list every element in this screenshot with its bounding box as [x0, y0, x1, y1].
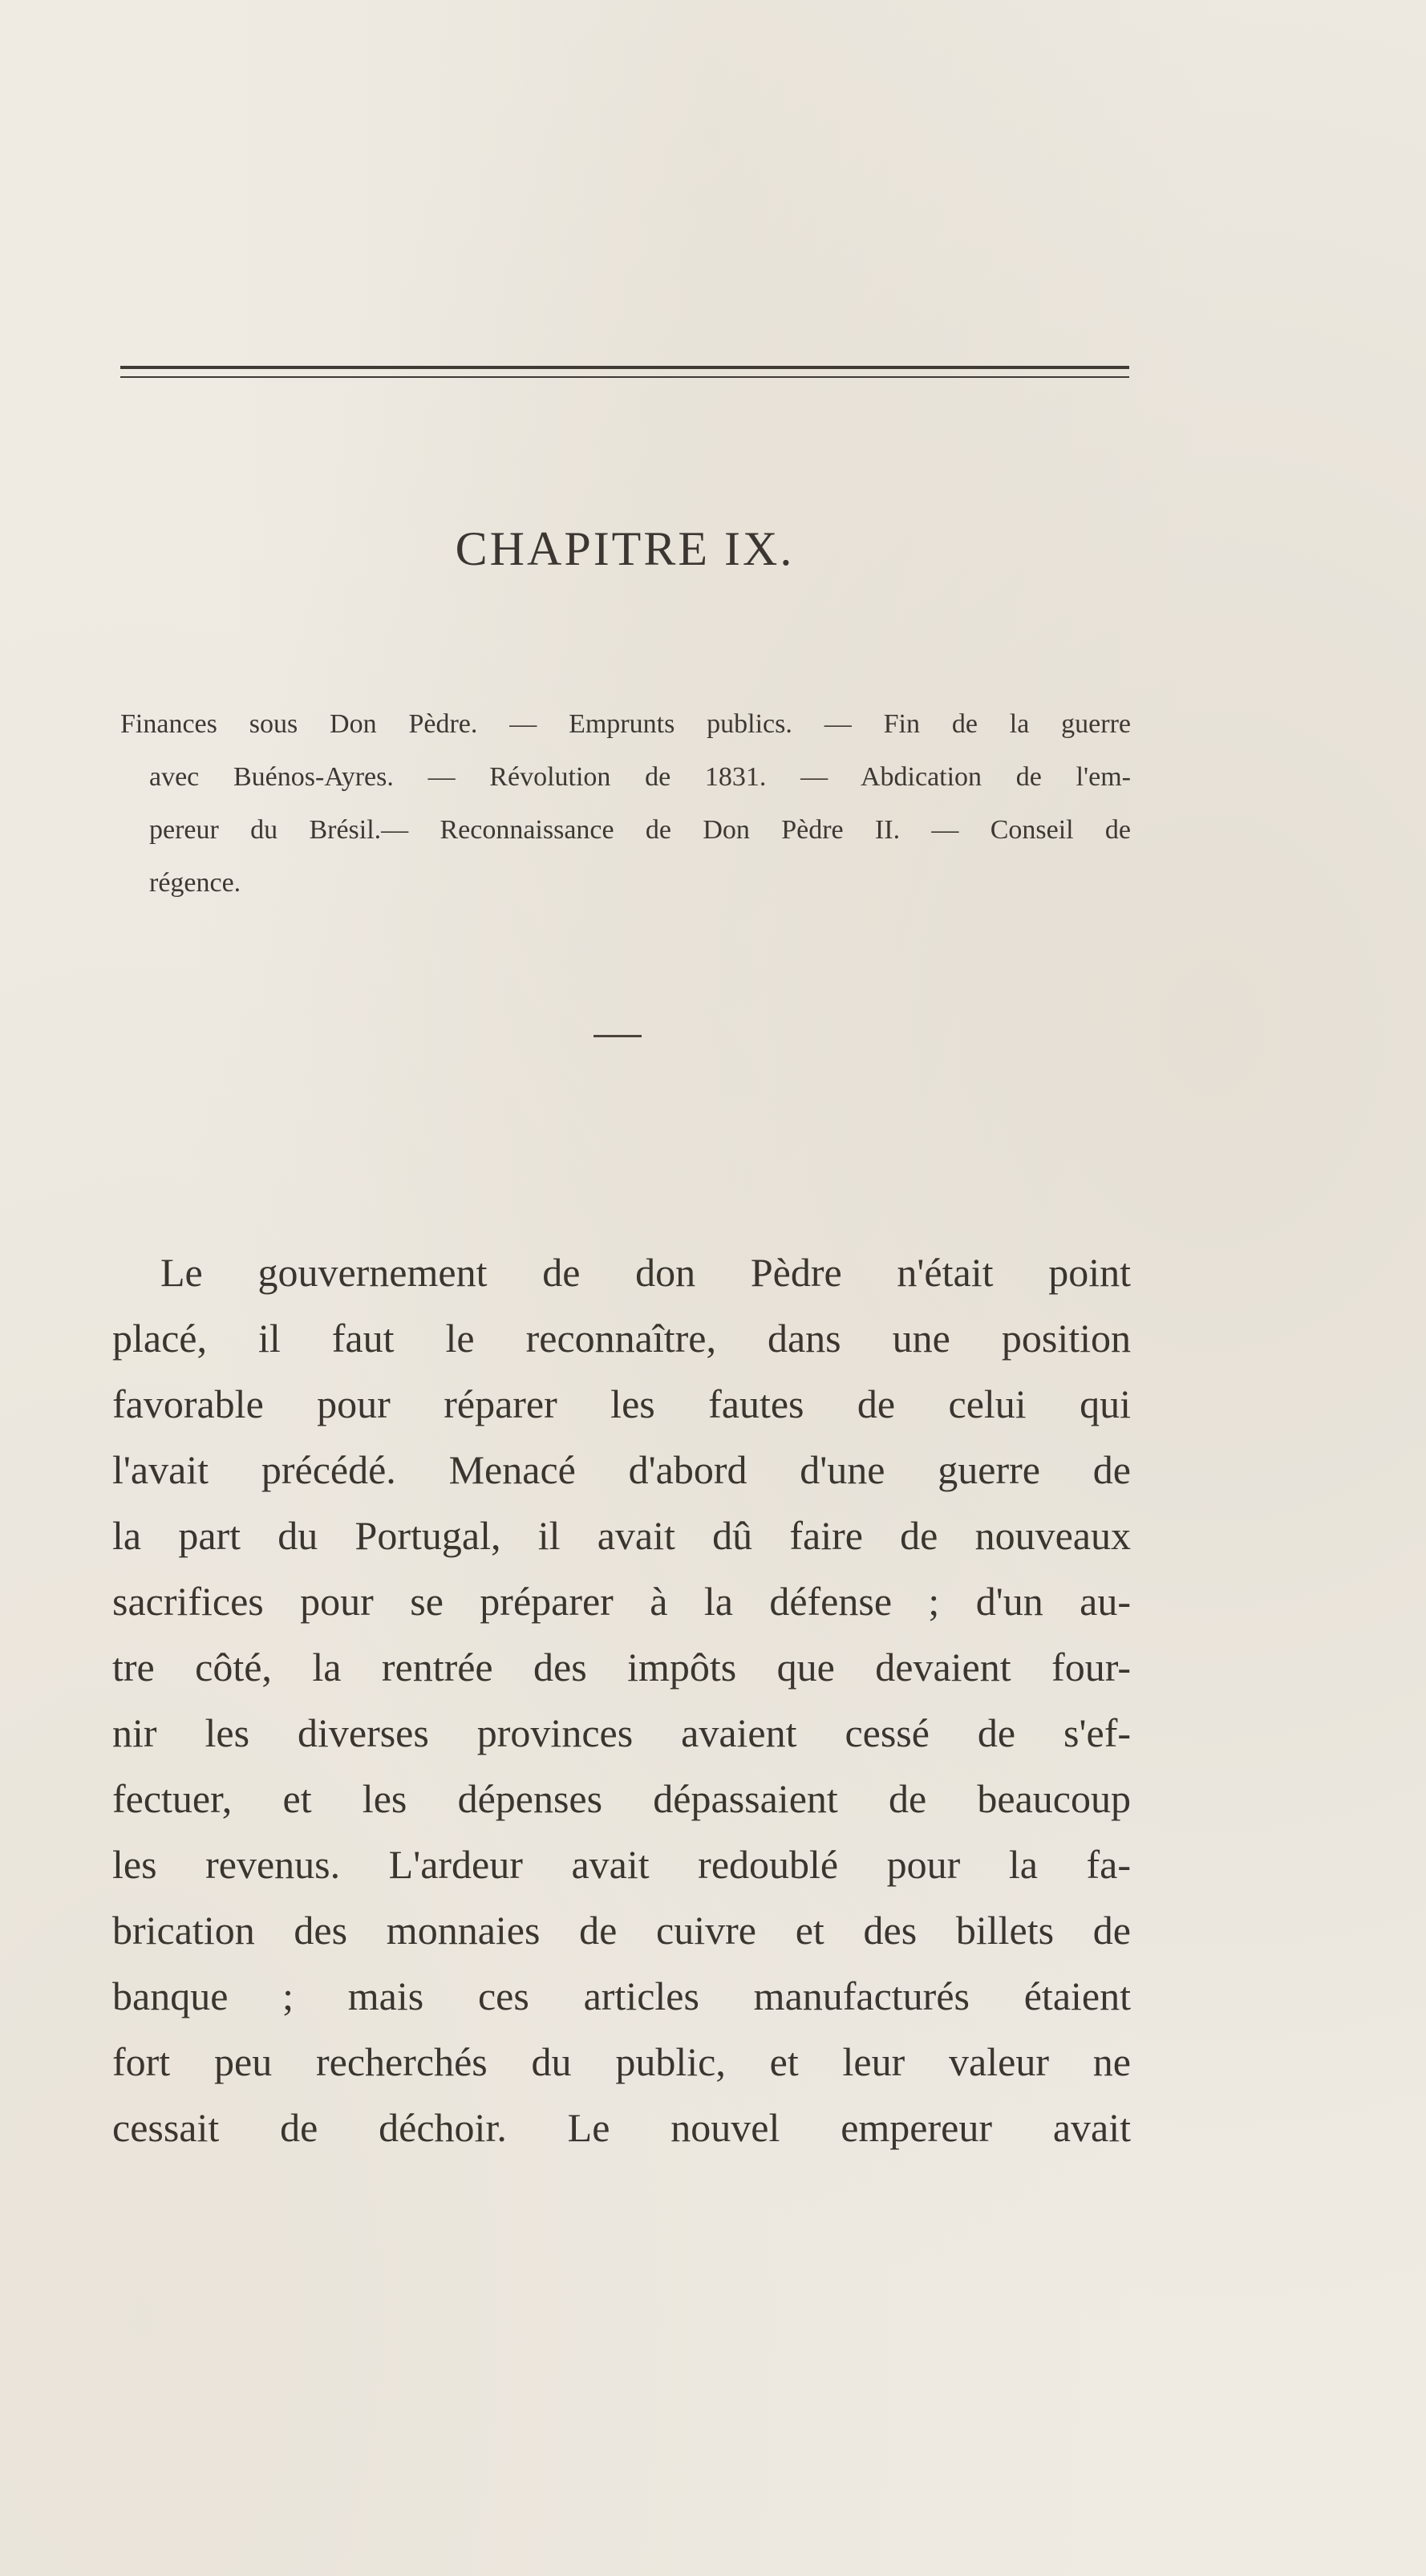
summary-line: avec Buénos-Ayres. — Révolution de 1831. — Abdication de l'em-: [149, 762, 1131, 792]
body-line: tre côté, la rentrée des impôts que devaient four-: [112, 1645, 1131, 1690]
body-line: l'avait précédé. Menacé d'abord d'une guerre de: [112, 1447, 1131, 1492]
body-line: la part du Portugal, il avait dû faire de nouveaux: [112, 1513, 1131, 1558]
body-line: cessait de déchoir. Le nouvel empereur avait: [112, 2105, 1131, 2150]
body-line: Le gouvernement de don Pèdre n'était point: [160, 1250, 1131, 1295]
body-line: brication des monnaies de cuivre et des billets de: [112, 1908, 1131, 1953]
summary-line: Finances sous Don Pèdre. — Emprunts publics. — Fin de la guerre: [120, 709, 1131, 739]
body-line: nir les diverses provinces avaient cessé de s'ef-: [112, 1710, 1131, 1755]
section-divider: [593, 1035, 642, 1037]
body-line: sacrifices pour se préparer à la défense ; d'un au-: [112, 1579, 1131, 1624]
chapter-title: CHAPITRE IX.: [455, 522, 795, 575]
body-line: fort peu recherchés du public, et leur valeur ne: [112, 2039, 1131, 2084]
body-line: les revenus. L'ardeur avait redoublé pour la fa-: [112, 1842, 1131, 1887]
summary-line: régence.: [149, 868, 241, 898]
body-paragraph: [112, 1239, 1131, 2160]
header-rule-thick: [120, 366, 1129, 369]
body-line: banque ; mais ces articles manufacturés étaient: [112, 1974, 1131, 2018]
body-line: fectuer, et les dépenses dépassaient de beaucoup: [112, 1776, 1131, 1821]
header-rule-thin: [120, 376, 1129, 378]
body-line: placé, il faut le reconnaître, dans une position: [112, 1316, 1131, 1361]
chapter-summary: [120, 698, 1131, 910]
summary-line: pereur du Brésil.— Reconnaissance de Don Pèdre II. — Conseil de: [149, 815, 1131, 845]
body-line: favorable pour réparer les fautes de celui qui: [112, 1381, 1131, 1426]
